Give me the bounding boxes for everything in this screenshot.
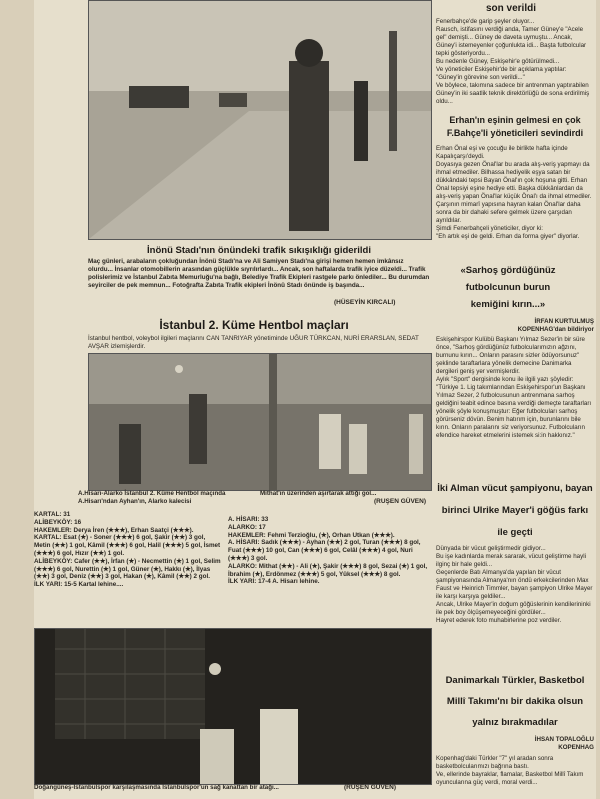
sarhos-body: Eskişehirspor Kulübü Başkanı Yılmaz Sezer'in bir süre önce, "Sarhoş gördüğünüz futbolcularımızın ağzını, burnunu kırın... Onların parasını sizler ödüyorsunuz" şeklinde taraftarlara yönelik demecine Danimarka dergileri geniş yer vermişlerdir. Aylık "Sport" dergisinde konu ile ilgili yazı şöyledir: "Türkiye 1. Lig takımlarından Eskişehirspor'un Başkanı Yılmaz Sezer, 2 futbolcusunun antrenmana sarhoş geldiğini teabit edince basına verdiği demeçte taraftarları yönelik şöyle konuşmuştur: Eğer futbolcuları sarhoş görürseniz dövün. Benim hatırım için, burunlarını bile kırın. Onların paralarını siz veriyorsunuz. Futbolcuların efendice hareket etmelerini istemek si:in hakkınız.": [436, 336, 592, 439]
traffic-credit: (HÜSEYİN KIRCALI): [334, 299, 396, 306]
traffic-photo: [88, 0, 432, 240]
basketbol-headline: Danimarkalı Türkler, Basketbol Millî Takımı'nı bir dakika olsun yalnız bırakmadılar: [445, 675, 585, 728]
erhan-body: Erhan Önal eşi ve çocuğu ile birlikte hafta içinde Kapalıçarşı'deydi. Doyasıya gezen Önal'lar bu arada alış-veriş yapmayı da ihmal etmediler. Bilhassa hediyelik eşya satan bir dükkândaki tepsi Bayan Önal'ın çok hoşuna gitti. Erhan Önal tepsiyi eşine hediye etti. Başka dükkânlardan da alış-veriş yapan Önal'lar küçük Önal'ı da ihmal etmediler. Çarşının mimarî yapısına hayran kalan Önal'lar daha sonra da bir dahaki sefere gelmek üzere çarşıdan ayrıldılar. Şimdi Fenerbahçeli yöneticiler, diyor ki: "Eh artık eşi de geldi. Erhan da forma giyer" diyorlar.: [436, 145, 592, 240]
sarhos-byline: İRFAN KURTULMUŞ KOPENHAG'dan bildiriyor: [517, 318, 594, 333]
bottom-handball-photo: [34, 628, 432, 785]
handball-intro: İstanbul hentbol, voleybol ilgileri maçlarını CAN TANRIYAR yönetiminde UĞUR TÜRKCAN, NURİ ERARSLAN, SEDAT AVŞAR izlemişlerdir.: [88, 335, 419, 350]
bottom-photo-credit: (RUŞEN GÜVEN): [344, 784, 397, 791]
handball-photo-credit: (RUŞEN GÜVEN): [374, 498, 427, 505]
handball-photo-caption-right: Mithat'ın üzerinden aşırtarak attığı gol...: [260, 490, 377, 497]
handball-scene-image: [89, 354, 431, 490]
handball-photo-caption-left: A.Hisarı-Alarko İstanbul 2. Küme Hentbol maçında A.Hisarı'ndan Ayhan'ın, Alarko kalecisi: [78, 490, 226, 505]
basketbol-byline: İHSAN TOPALOĞLU KOPENHAG: [534, 736, 594, 751]
erhan-headline: Erhan'ın eşinin gelmesi en çok F.Bahçe'li yöneticileri sevindirdi: [446, 115, 584, 138]
basketbol-body: Kopenhag'daki Türkler "7" yıl aradan sonra basketbolcularımızı bağrına bastı. Ve, ellerinde bayraklar, flamalar, Basketbol Millî Takım oyuncularına güç verdi, moral verdi...: [436, 755, 584, 786]
newspaper-page: [34, 0, 596, 799]
bottom-photo-caption: Doğangüneş-İstanbulspor karşılaşmasında İstanbulspor'un sağ kanattan bir atağı...: [34, 784, 279, 791]
rausch-body: Fenerbahçe'de garip şeyler oluyor... Rausch, istifasını verdiği anda, Tamer Güney'e "Acele gel" demişti... Güney de daveta uymuştu... Ancak, Güney'i istemeyenler çoğunlukta idi... Başta futbolcular tepki gösteriyordu... Bu nedenle Güney, Eskişehir'e götürülmedi... Ve yöneticiler Eskişehir'de bir açıklama yaptılar: "Güney'in görevine son verildi..." Ve böylece, takımına sadece bir antrenman yaptırabilen Güney'in iki saatlik teknik direktörlüğü de sona erdirilmiş oldu...: [436, 18, 590, 105]
match-kartal-alibeykoy: KARTAL: 31 ALİBEYKÖY: 16 HAKEMLER: Derya İren (★★★), Erhan Saatçi (★★★). KARTAL: Esat (★) - Soner (★★★) 6 gol, Şakir (★★) 3 gol, Metin (★★) 1 gol, Kâmil (★★★) 6 gol, Halil (★★★) 5 gol, İsmet (★★★) 6 gol, Hızır (★★) 1 gol. ALİBEYKÖY: Cafer (★★), İrfan (★) - Necmettin (★) 1 gol, Selim (★★★) 6 gol, Nurettin (★) 1 gol, Güner (★), Hakkı (★), İlyas (★★) 3 gol, Deniz (★★) 3 gol, Hakan (★), Kâmil (★★) 2 gol. İLK YARI: 15-5 Kartal lehine....: [34, 511, 221, 589]
traffic-scene-image: [89, 1, 431, 239]
handball-headline: İstanbul 2. Küme Hentbol maçları: [159, 318, 349, 332]
traffic-caption: Maç günleri, arabaların çokluğundan İnönü Stadı'na ve Ali Samiyen Stadı'na girişi hemen hemen imkânsız olurdu... İnsanlar otomobillerin arasından güçlükle sıyrılırlardı... Ancak, son haftalarda trafik iyice düzeldi... Trafik polislerimiz ve İstanbul Zabıta Memurluğu'na bağlı, Belediye Trafik Ekipleri rastgele parkı önlediler... Bu durumdan seyirciler de pek memnun... Fotoğrafta Zabıta Trafik ekipleri İnönü Stadı önünde iş başında...: [88, 258, 430, 289]
rausch-headline: son verildi: [485, 3, 536, 14]
alman-body: Dünyada bir vücut geliştirmedir gidiyor... Bu işe kadınlarda merak sararak, vücut geliştirme hayli ilginç bir hale geldi... Geçenlerde Batı Almanya'da yapılan bir vücut şampiyonasında Almanya'nın öndü erkekcilerinden Max Faust ve Heinrich Timmler, bayan şampiyon Ulrike Mayer ile karşı karşıya geldiler... Ancak, Ulrike Mayer'in doğum göğüslerinin kendilerininki ile pek boy ölçüşemeyeceğini gördüler... Hayret ederek foto muhabirlerine poz verdiler.: [436, 545, 593, 624]
handball-photo: [88, 353, 432, 491]
match-ahisari-alarko: A. HİSARI: 33 ALARKO: 17 HAKEMLER: Fehmi Terzioğlu, (★), Orhan Utkan (★★★). A. HİSARI: Sadık (★★★) - Ayhan (★★) 2 gol, Turan (★★★) 8 gol, Fuat (★★★) 10 gol, Can (★★★) 6 gol, Celâl (★★★) 4 gol, Nuri (★★★) 3 gol. ALARKO: Mithat (★★) - Ali (★), Şakir (★★★) 8 gol, Sezai (★) 1 gol, İbrahim (★), Erdönmez (★★★) 5 gol, Yüksel (★★★) 8 gol. İLK YARI: 17-4 A. Hisarı lehine.: [228, 516, 428, 586]
goal-scene-image: [35, 629, 431, 784]
sarhos-headline: «Sarhoş gördüğünüz futbolcunun burun kemiğini kırın...»: [460, 265, 556, 310]
alman-headline: İki Alman vücut şampiyonu, bayan birinci Ulrike Mayer'i göğüs farkı ile geçti: [437, 483, 593, 538]
traffic-headline: İnönü Stadı'nın önündeki trafik sıkışıklığı giderildi: [147, 245, 371, 256]
